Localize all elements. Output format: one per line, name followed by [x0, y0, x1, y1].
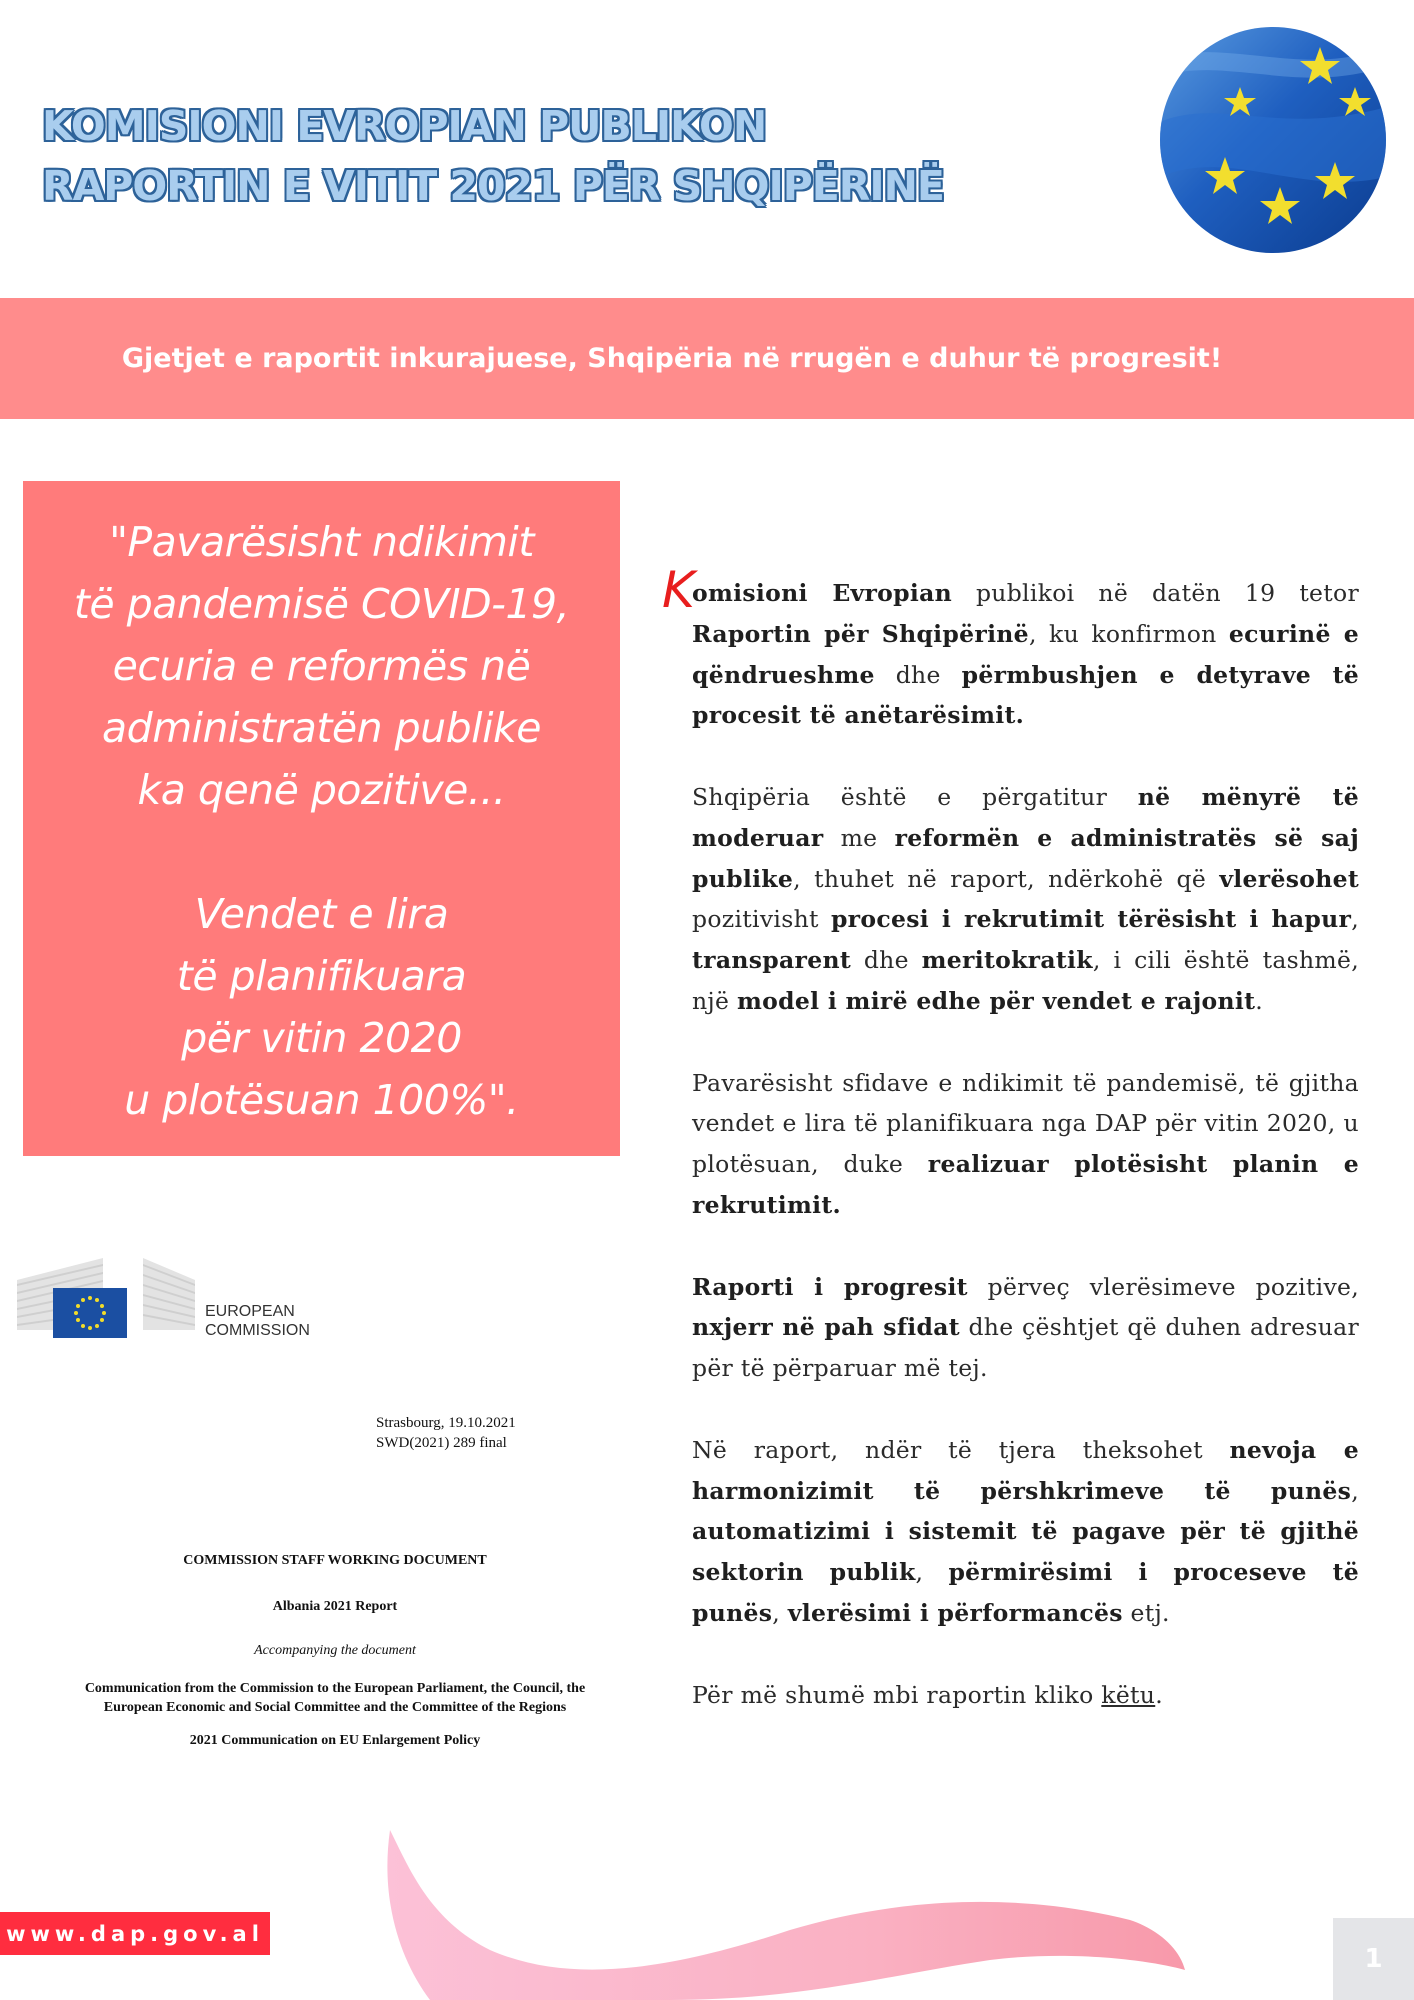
- quote-line: "Pavarësisht ndikimit: [109, 518, 534, 566]
- text: .: [1155, 1680, 1164, 1709]
- banner-text: Gjetjet e raportit inkurajuese, Shqipëria në rrugën e duhur të progresit!: [121, 343, 1223, 374]
- title-line-2: RAPORTIN E VITIT 2021 PËR SHQIPËRINË: [42, 162, 944, 210]
- text-bold: vlerësimi i përformancës: [787, 1598, 1123, 1627]
- logo-line-2: COMMISSION: [205, 1322, 310, 1339]
- logo-line-1: EUROPEAN: [205, 1303, 295, 1320]
- article-body: [662, 561, 1360, 1756]
- text: përveç vlerësimeve pozitive,: [967, 1272, 1359, 1301]
- text: .: [1255, 986, 1264, 1015]
- text-bold: model i mirë edhe për vendet e rajonit: [737, 986, 1256, 1015]
- text: ,: [1351, 905, 1359, 934]
- communication-line-2: European Economic and Social Committee and the Committee of the Regions: [103, 1700, 567, 1715]
- text: Në raport, ndër të tjera theksohet: [692, 1435, 1230, 1464]
- pink-brush-stroke-icon: [370, 1810, 1190, 2000]
- text-bold: nevoja e harmonizimit të përshkrimeve të punës: [692, 1435, 1359, 1505]
- quote-spacer: [23, 821, 620, 883]
- quote-line: për vitin 2020: [181, 1014, 462, 1062]
- document-type: COMMISSION STAFF WORKING DOCUMENT: [183, 1553, 487, 1568]
- text: dhe çështjet që duhen adresuar për të përparuar më tej.: [692, 1313, 1359, 1383]
- text: publikoi në datën 19 tetor: [952, 579, 1359, 607]
- page-title: [42, 96, 1042, 216]
- report-link[interactable]: këtu: [1101, 1680, 1156, 1709]
- text-bold: ecurinë e qëndrueshme: [692, 619, 1359, 689]
- text: , i cili është tashmë, një: [692, 946, 1359, 1015]
- document-communication: [25, 1679, 645, 1717]
- page-number: 1: [1364, 1944, 1383, 1974]
- website-text: www.dap.gov.al: [6, 1921, 264, 1946]
- text: dhe: [851, 946, 922, 975]
- website-link[interactable]: [0, 1912, 270, 1955]
- text-bold: omisioni Evropian: [692, 579, 953, 607]
- communication-line-1: Communication from the Commission to the European Parliament, the Council, the: [84, 1681, 586, 1696]
- document-policy: 2021 Communication on EU Enlargement Policy: [189, 1733, 481, 1748]
- text-bold: realizuar plotësisht planin e rekrutimit.: [692, 1150, 1360, 1219]
- paragraph-1: [662, 561, 1359, 736]
- text: Shqipëria është e përgatitur: [692, 782, 1138, 811]
- paragraph-5: [692, 1430, 1359, 1634]
- paragraph-3: [692, 1063, 1359, 1226]
- quote-line: u plotësuan 100%".: [124, 1076, 519, 1124]
- text: ,: [772, 1598, 788, 1627]
- paragraph-6: [692, 1675, 1359, 1716]
- document-accompanying: Accompanying the document: [254, 1643, 416, 1658]
- quote-box: [23, 481, 620, 1156]
- quote-line: ka qenë pozitive...: [137, 766, 506, 814]
- text-bold: përmbushjen e detyrave të procesit të anëtarësimit.: [692, 660, 1359, 730]
- text: Pavarësisht sfidave e ndikimit të pandemisë, të gjitha vendet e lira të planifikuara nga DAP për vitin 2020, u plotësuan, duke: [692, 1068, 1359, 1179]
- quote-line: të planifikuara: [176, 952, 467, 1000]
- text-bold: Raportin për Shqipërinë: [692, 619, 1029, 648]
- text-bold: automatizimi i sistemit të pagave për të gjithë sektorin publik: [692, 1517, 1359, 1587]
- text: me: [823, 823, 895, 852]
- text: dhe: [874, 660, 962, 689]
- text-bold: transparent: [692, 946, 852, 975]
- text-bold: nxjerr në pah sfidat: [692, 1313, 960, 1342]
- text-bold: meritokratik: [921, 946, 1093, 975]
- text-bold: vlerësohet: [1219, 864, 1359, 893]
- text-bold: përmirësimi i proceseve të punës: [692, 1558, 1360, 1627]
- text: ,: [915, 1558, 949, 1587]
- document-meta: [376, 1413, 516, 1453]
- subtitle-banner: [0, 298, 1414, 419]
- text-bold: në mënyrë të moderuar: [692, 782, 1359, 852]
- european-commission-label: [205, 1302, 310, 1340]
- text-bold: reformën e administratës së saj publike: [692, 823, 1359, 893]
- document-name: Albania 2021 Report: [272, 1599, 398, 1614]
- paragraph-2: [692, 777, 1359, 1022]
- page-number-box: [1333, 1918, 1414, 2000]
- text: etj.: [1122, 1598, 1170, 1627]
- quote-line: ecuria e reformës në: [112, 642, 531, 690]
- text-bold: Raporti i progresit: [692, 1272, 968, 1301]
- quote-line: administratën publike: [102, 704, 541, 752]
- text-bold: procesi i rekrutimit tërësisht i hapur: [830, 905, 1352, 934]
- title-line-1: KOMISIONI EVROPIAN PUBLIKON: [42, 102, 767, 150]
- document-place-date: Strasbourg, 19.10.2021: [376, 1415, 516, 1431]
- text: , ku konfirmon: [1028, 619, 1229, 648]
- paragraph-4: [692, 1267, 1359, 1389]
- quote-line: Vendet e lira: [194, 890, 449, 938]
- dropcap: K: [662, 561, 696, 619]
- text: Për më shumë mbi raportin kliko: [692, 1680, 1102, 1709]
- quote-line: të pandemisë COVID-19,: [73, 580, 570, 628]
- text: pozitivisht: [692, 905, 831, 934]
- text: , thuhet në raport, ndërkohë që: [793, 864, 1220, 893]
- document-reference: SWD(2021) 289 final: [376, 1435, 507, 1451]
- text: ,: [1351, 1476, 1359, 1505]
- eu-flag-icon: [1160, 27, 1386, 253]
